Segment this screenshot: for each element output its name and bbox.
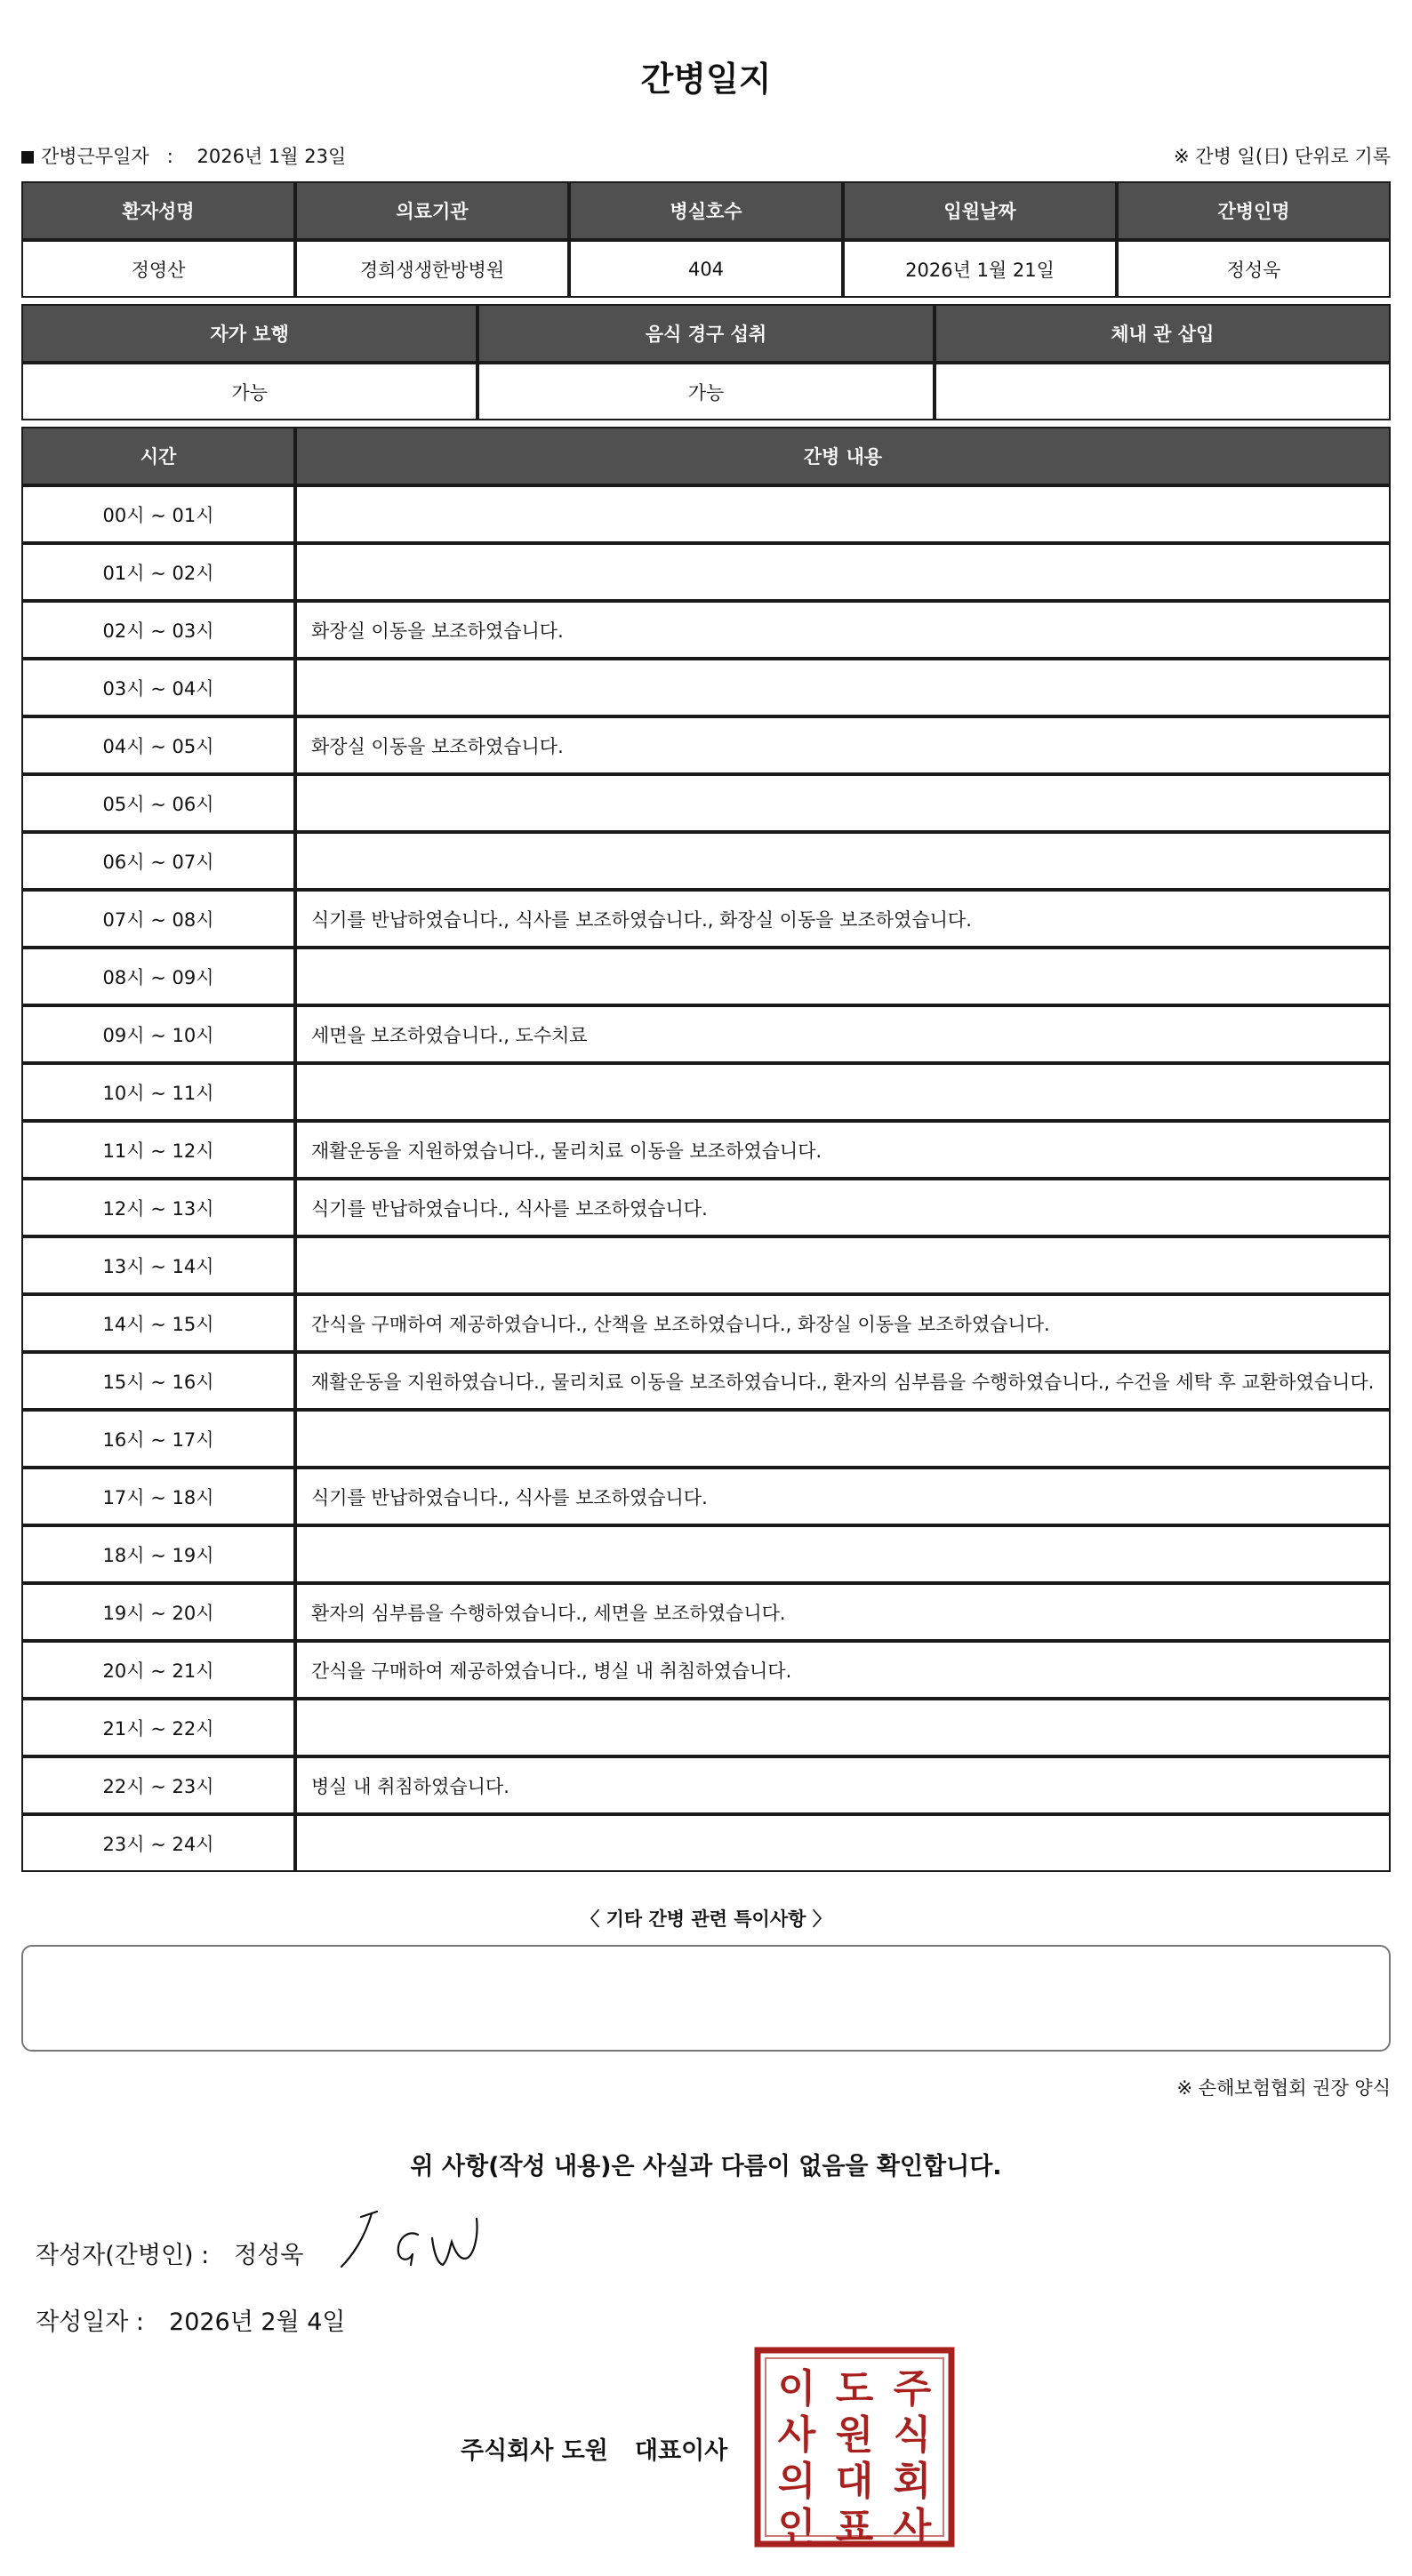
care-content (295, 659, 1391, 716)
writer-line (36, 2236, 304, 2270)
time-slot: 05시 ~ 06시 (21, 774, 295, 832)
patient-name: 정영산 (21, 240, 295, 298)
institution: 경희생생한방병원 (295, 240, 569, 298)
care-content (295, 774, 1391, 832)
written-date-label: 작성일자 : (36, 2308, 145, 2336)
admission-date: 2026년 1월 21일 (843, 240, 1117, 298)
time-slot: 04시 ~ 05시 (21, 716, 295, 774)
care-content (295, 948, 1391, 1005)
seal-character: 사 (893, 2505, 932, 2548)
care-content: 식기를 반납하였습니다., 식사를 보조하였습니다., 화장실 이동을 보조하였습니다. (295, 890, 1391, 948)
time-slot: 20시 ~ 21시 (21, 1641, 295, 1699)
table-row (21, 485, 1391, 543)
time-slot: 01시 ~ 02시 (21, 543, 295, 601)
header-caregiver-name: 간병인명 (1117, 181, 1391, 240)
table-row (21, 601, 1391, 659)
seal-character: 주 (893, 2366, 932, 2412)
care-content: 간식을 구매하여 제공하였습니다., 산책을 보조하였습니다., 화장실 이동을 보조하였습니다. (295, 1294, 1391, 1352)
care-content (295, 1063, 1391, 1121)
page-title: 간병일지 (640, 60, 772, 99)
care-content: 식기를 반납하였습니다., 식사를 보조하였습니다. (295, 1179, 1391, 1236)
table-row (21, 1005, 1391, 1063)
company-title: 대표이사 (634, 2437, 728, 2465)
care-status-header-row (21, 304, 1391, 363)
care-content (295, 1814, 1391, 1872)
header-tube-insertion: 체내 관 삽입 (935, 304, 1391, 363)
seal-character: 사 (777, 2412, 816, 2458)
time-slot: 08시 ~ 09시 (21, 948, 295, 1005)
care-log-body (21, 485, 1391, 1872)
seal-character: 원 (835, 2412, 874, 2458)
care-content: 재활운동을 지원하였습니다., 물리치료 이동을 보조하였습니다., 환자의 심부름을 수행하였습니다., 수건을 세탁 후 교환하였습니다. (295, 1352, 1391, 1410)
table-row (21, 1121, 1391, 1179)
care-status-value-row (21, 363, 1391, 420)
seal-character: 도 (835, 2366, 874, 2412)
writer-name: 정성욱 (234, 2242, 304, 2269)
table-row (21, 774, 1391, 832)
table-row (21, 832, 1391, 890)
time-slot: 07시 ~ 08시 (21, 890, 295, 948)
patient-info-header-row (21, 181, 1391, 240)
seal-character: 식 (893, 2412, 932, 2458)
seal-character: 대 (835, 2459, 874, 2504)
table-row (21, 1294, 1391, 1352)
care-content: 식기를 반납하였습니다., 식사를 보조하였습니다. (295, 1468, 1391, 1525)
notes-box (21, 1945, 1391, 2052)
time-slot: 12시 ~ 13시 (21, 1179, 295, 1236)
time-slot: 23시 ~ 24시 (21, 1814, 295, 1872)
table-row (21, 543, 1391, 601)
table-row (21, 1814, 1391, 1872)
time-slot: 21시 ~ 22시 (21, 1699, 295, 1756)
table-row (21, 890, 1391, 948)
table-row (21, 1699, 1391, 1756)
care-content (295, 543, 1391, 601)
care-content: 환자의 심부름을 수행하였습니다., 세면을 보조하였습니다. (295, 1583, 1391, 1641)
table-row (21, 1525, 1391, 1583)
header-self-walking: 자가 보행 (21, 304, 477, 363)
care-content: 화장실 이동을 보조하였습니다. (295, 716, 1391, 774)
seal-character: 표 (835, 2505, 874, 2548)
table-row (21, 716, 1391, 774)
time-slot: 19시 ~ 20시 (21, 1583, 295, 1641)
table-row (21, 948, 1391, 1005)
care-content: 병실 내 취침하였습니다. (295, 1756, 1391, 1814)
patient-info-table (21, 181, 1391, 298)
self-walking: 가능 (21, 363, 477, 420)
time-slot: 22시 ~ 23시 (21, 1756, 295, 1814)
care-content (295, 1699, 1391, 1756)
table-row (21, 1179, 1391, 1236)
company-seal-stamp (754, 2347, 955, 2548)
record-note: ※ 간병 일(日) 단위로 기록 (1174, 146, 1391, 167)
header-care-content: 간병 내용 (295, 427, 1391, 485)
tube-insertion (935, 363, 1391, 420)
header-institution: 의료기관 (295, 181, 569, 240)
time-slot: 15시 ~ 16시 (21, 1352, 295, 1410)
table-row (21, 1756, 1391, 1814)
care-status-table (21, 304, 1391, 420)
table-row (21, 1063, 1391, 1121)
care-content (295, 1525, 1391, 1583)
time-slot: 02시 ~ 03시 (21, 601, 295, 659)
table-row (21, 1236, 1391, 1294)
header-room-number: 병실호수 (569, 181, 843, 240)
seal-character: 회 (893, 2459, 932, 2504)
standard-form-note: ※ 손해보험협회 권장 양식 (1176, 2077, 1391, 2099)
patient-info-value-row (21, 240, 1391, 298)
seal-character: 인 (777, 2505, 816, 2548)
work-date-separator: : (166, 146, 173, 167)
square-bullet-icon (21, 151, 34, 164)
care-content (295, 485, 1391, 543)
work-date-label: 간병근무일자 (41, 146, 149, 167)
confirmation-statement: 위 사항(작성 내용)은 사실과 다름이 없음을 확인합니다. (410, 2153, 1002, 2180)
seal-character: 이 (777, 2366, 816, 2412)
table-row (21, 1583, 1391, 1641)
table-row (21, 1410, 1391, 1468)
time-slot: 13시 ~ 14시 (21, 1236, 295, 1294)
notes-title: 〈 기타 간병 관련 특이사항 〉 (581, 1908, 831, 1930)
work-date-value: 2026년 1월 23일 (197, 146, 347, 167)
care-log-header-row (21, 427, 1391, 485)
care-content (295, 1410, 1391, 1468)
time-slot: 09시 ~ 10시 (21, 1005, 295, 1063)
room-number: 404 (569, 240, 843, 298)
work-date (21, 142, 346, 169)
care-content (295, 832, 1391, 890)
header-patient-name: 환자성명 (21, 181, 295, 240)
care-log-table (21, 427, 1391, 1872)
care-content: 화장실 이동을 보조하였습니다. (295, 601, 1391, 659)
company-signatory (461, 2431, 727, 2466)
time-slot: 10시 ~ 11시 (21, 1063, 295, 1121)
time-slot: 14시 ~ 15시 (21, 1294, 295, 1352)
caregiver-name: 정성욱 (1117, 240, 1391, 298)
time-slot: 11시 ~ 12시 (21, 1121, 295, 1179)
time-slot: 16시 ~ 17시 (21, 1410, 295, 1468)
time-slot: 17시 ~ 18시 (21, 1468, 295, 1525)
oral-intake: 가능 (477, 363, 934, 420)
time-slot: 00시 ~ 01시 (21, 485, 295, 543)
header-admission-date: 입원날짜 (843, 181, 1117, 240)
table-row (21, 659, 1391, 716)
time-slot: 18시 ~ 19시 (21, 1525, 295, 1583)
table-row (21, 1641, 1391, 1699)
written-date-value: 2026년 2월 4일 (169, 2308, 346, 2336)
work-date-line (21, 142, 1391, 169)
writer-label: 작성자(간병인) : (36, 2242, 210, 2269)
time-slot: 06시 ~ 07시 (21, 832, 295, 890)
table-row (21, 1352, 1391, 1410)
written-date-line (36, 2302, 346, 2337)
seal-character: 의 (777, 2459, 816, 2504)
handwritten-signature (336, 2203, 496, 2283)
care-content: 세면을 보조하였습니다., 도수치료 (295, 1005, 1391, 1063)
company-name: 주식회사 도원 (461, 2437, 608, 2465)
header-oral-intake: 음식 경구 섭취 (477, 304, 934, 363)
time-slot: 03시 ~ 04시 (21, 659, 295, 716)
care-content: 간식을 구매하여 제공하였습니다., 병실 내 취침하였습니다. (295, 1641, 1391, 1699)
care-content: 재활운동을 지원하였습니다., 물리치료 이동을 보조하였습니다. (295, 1121, 1391, 1179)
header-time: 시간 (21, 427, 295, 485)
care-content (295, 1236, 1391, 1294)
table-row (21, 1468, 1391, 1525)
